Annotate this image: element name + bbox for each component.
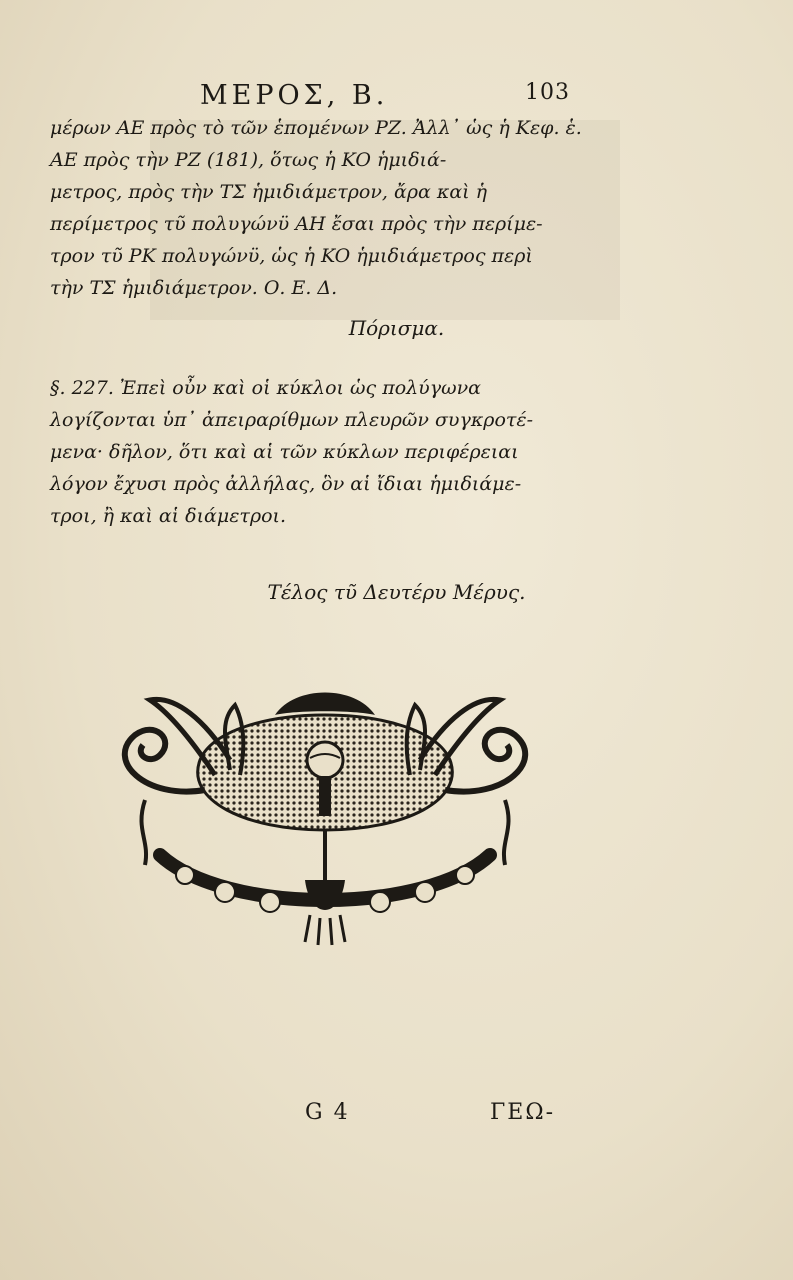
signature-mark: G 4 (305, 1100, 350, 1125)
text-line: λόγον ἔχυσι πρὸς ἀλλήλας, ὃν αἱ ἴδιαι ἡμιδιάμε- (50, 473, 522, 495)
page-number: 103 (525, 80, 570, 105)
text-line: περίμετρος τῦ πολυγώνϋ AH ἔσαι πρὸς τὴν περίμε- (50, 213, 543, 235)
text-line: τροι, ἢ καὶ αἱ διάμετροι. (50, 505, 287, 527)
text-line: AE πρὸς τὴν PZ (181), ὅτως ἡ KO ἡμιδιά- (50, 149, 447, 171)
text-line: μετρος, πρὸς τὴν ΤΣ ἡμιδιάμετρον, ἄρα καὶ ἡ (50, 181, 488, 203)
header-title: ΜΕΡΟΣ, Β. (200, 80, 389, 111)
proof-text (50, 112, 690, 304)
floral-printers-ornament-icon (105, 680, 545, 950)
running-header (200, 80, 580, 111)
text-line: §. 227. Ἐπεὶ οὖν καὶ οἱ κύκλοι ὡς πολύγωνα (50, 377, 481, 399)
text-line: μενα· δῆλον, ὅτι καὶ αἱ τῶν κύκλων περιφέρειαι (50, 441, 519, 463)
text-line: τὴν ΤΣ ἡμιδιάμετρον. Ο. Ε. Δ. (50, 277, 338, 299)
corollary-heading: Πόρισμα. (348, 316, 445, 340)
text-line: λογίζονται ὑπ᾽ ἀπειραρίθμων πλευρῶν συγκροτέ- (50, 409, 534, 431)
text-line: τρον τῦ PK πολυγώνϋ, ὡς ἡ KO ἡμιδιάμετρος περὶ (50, 245, 533, 267)
end-of-part-heading: Τέλος τῦ Δευτέρυ Μέρυς. (267, 580, 526, 604)
catchword: ΓΕΩ- (490, 1100, 555, 1125)
corollary-text (50, 372, 690, 532)
text-line: μέρων AE πρὸς τὸ τῶν ἑπομένων PZ. Ἀλλ᾽ ὡς ἡ Κεφ. ἑ. (50, 117, 582, 139)
